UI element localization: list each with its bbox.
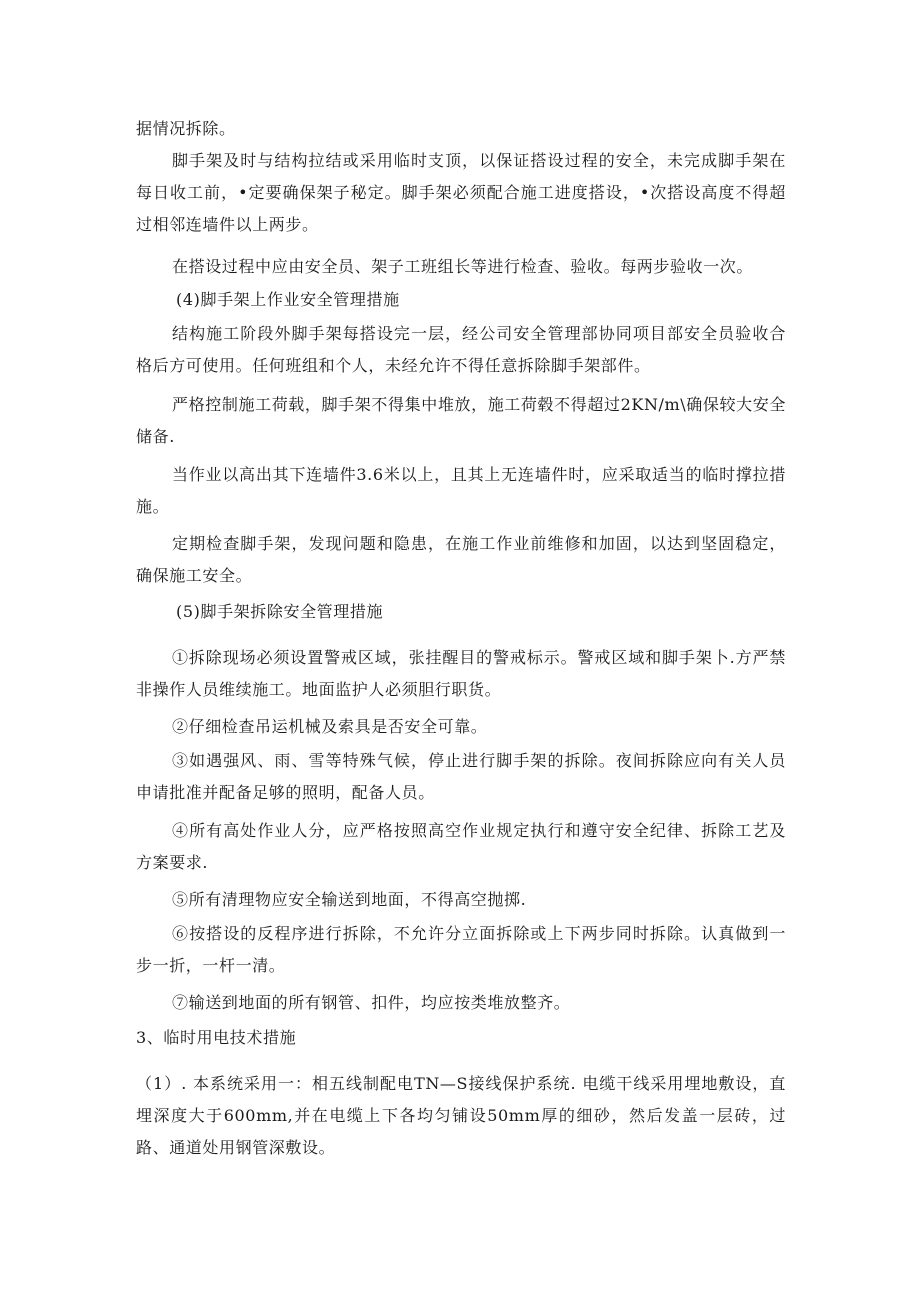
section-heading-3: 3、临时用电技术措施 [136, 1028, 297, 1047]
heading-5-dismantle-safety: (5)脚手架拆除安全管理措施 [176, 602, 384, 621]
paragraph-acceptance: 结构施工阶段外脚手架每搭设完一层，经公司安全管理部协同项目部安全员验收合格后方可使用。任何班组和个人，未经允许不得任意拆除脚手架部件。 [136, 324, 786, 375]
paragraph-inspection: 在搭设过程中应由安全员、架子工班组长等进行检查、验收。每两步验收一次。 [172, 257, 754, 276]
paragraph-scaffold-tie: 脚手架及时与结构拉结或采用临时支顶，以保证搭设过程的安全，未完成脚手架在每日收工前，•定要确保架子秘定。脚手架必须配合施工进度搭设，•次搭设高度不得超过相邻连墙件以上两步。 [136, 151, 786, 234]
list-item-7: ⑦输送到地面的所有钢管、扣件，均应按类堆放整齐。 [172, 993, 571, 1012]
heading-4-work-safety: (4)脚手架上作业安全管理措施 [176, 290, 400, 309]
list-item-5: ⑤所有清理物应安全输送到地面，不得高空抛掷. [172, 890, 527, 909]
list-item-3: ③如遇强风、雨、雪等特殊气候，停止进行脚手架的拆除。夜间拆除应向有关人员申请批准并配备足够的照明，配备人员。 [136, 751, 786, 802]
paragraph-bracing: 当作业以高出其下连墙件3.6米以上，且其上无连墙件时，应采取适当的临时撑拉措施。 [136, 465, 786, 516]
paragraph-periodic-check: 定期检查脚手架，发现问题和隐患，在施工作业前维修和加固，以达到坚固稳定，确保施工安全。 [136, 534, 786, 585]
paragraph-power-system: （1）. 本系统采用一：相五线制配电TN—S接线保护系统. 电缆干线采用埋地敷设，直埋深度大于600mm,并在电缆上下各均匀铺设50mm厚的细砂，然后发盖一层砖，过路、通道处用钢管深敷设。 [136, 1074, 786, 1157]
list-item-1: ①拆除现场必须设置警戒区域，张挂醒目的警戒标示。警戒区域和脚手架卜.方严禁非操作人员维续施工。地面监护人必须胆行职货。 [136, 648, 786, 699]
list-item-4: ④所有高处作业人分，应严格按照高空作业规定执行和遵守安全纪律、拆除工艺及方案要求. [136, 821, 786, 872]
paragraph-continued: 据情况拆除。 [136, 119, 236, 138]
list-item-2: ②仔细检查吊运机械及索具是否安全可靠。 [172, 717, 488, 736]
list-item-6: ⑥按搭设的反程序进行拆除，不允许分立面拆除或上下两步同时拆除。认真做到一步一折，一杆一清。 [136, 924, 786, 975]
paragraph-load-control: 严格控制施工荷载，脚手架不得集中堆放，施工荷毂不得超过2KN∕m\确保较大安全储备. [136, 395, 786, 446]
